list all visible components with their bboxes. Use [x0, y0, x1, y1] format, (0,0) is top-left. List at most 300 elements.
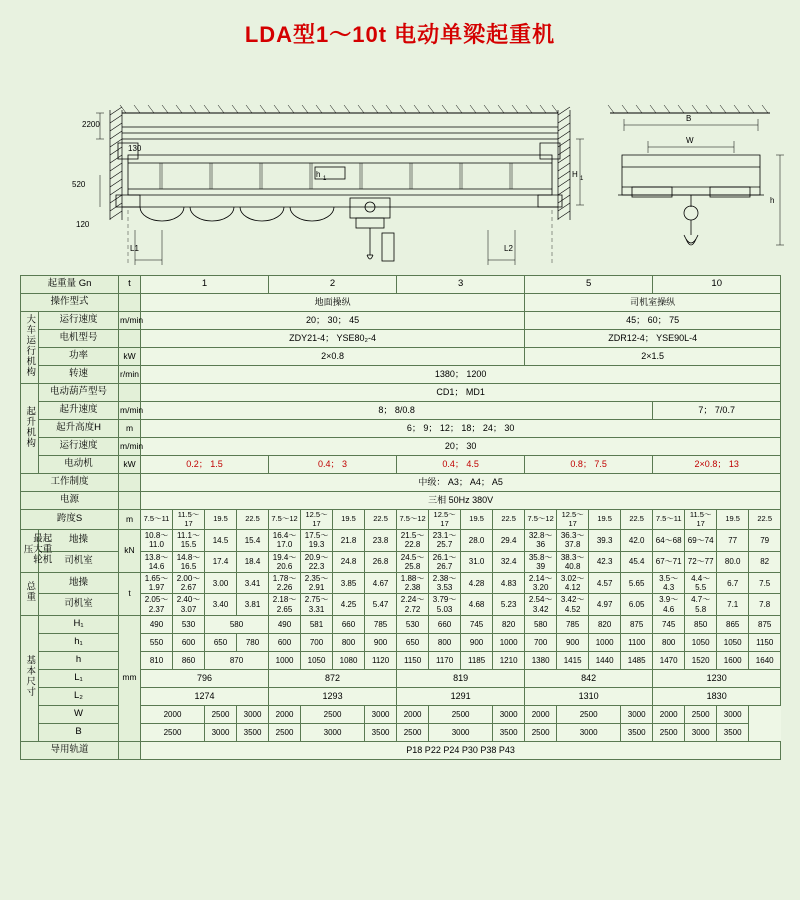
table-row-motor-model	[21, 330, 781, 348]
L1-3: 842	[525, 669, 653, 687]
row-unit-capacity: t	[119, 276, 141, 294]
row-label-hoist-motor: 电动机	[39, 456, 119, 474]
row-unit-duty	[119, 474, 141, 492]
tw-c-2: 3.40	[205, 594, 237, 615]
cap-2: 2	[269, 276, 397, 294]
H1-7: 530	[397, 615, 429, 633]
tw-c-10: 4.68	[461, 594, 493, 615]
span-19: 22.5	[749, 510, 781, 530]
h1-16: 800	[653, 633, 685, 651]
W-12: 2000	[653, 705, 685, 723]
wp-g-3: 15.4	[237, 530, 269, 551]
table-row-wheel-pressure-ground	[21, 530, 781, 551]
h-18: 1640	[749, 651, 781, 669]
cap-3: 3	[397, 276, 525, 294]
W-4: 2500	[301, 705, 365, 723]
tw-c-0: 2.05～2.37	[141, 594, 173, 615]
tw-g-8: 1.88～2.38	[397, 573, 429, 594]
travel-speed-cabin: 45； 60； 75	[525, 312, 781, 330]
h-14: 1485	[621, 651, 653, 669]
h-5: 1080	[333, 651, 365, 669]
W-3: 2000	[269, 705, 301, 723]
H1-10: 820	[493, 615, 525, 633]
tw-g-0: 1.65～1.97	[141, 573, 173, 594]
h-17: 1600	[717, 651, 749, 669]
span-10: 19.5	[461, 510, 493, 530]
B-5: 3500	[365, 723, 397, 741]
tw-c-11: 5.23	[493, 594, 525, 615]
row-label-L1: L₁	[39, 669, 119, 687]
row-unit-hoist-motor: kW	[119, 456, 141, 474]
dim-520: 520	[72, 180, 86, 189]
dim-h: h	[770, 196, 775, 205]
dim-W: W	[686, 136, 694, 145]
table-row-capacity	[21, 276, 781, 294]
wp-c-1: 14.8～16.5	[173, 551, 205, 572]
h1-15: 1100	[621, 633, 653, 651]
row-label-tw-cabin: 司机室	[39, 594, 119, 615]
row-unit-lift-speed: m/min	[119, 402, 141, 420]
table-row-hoist-model	[21, 384, 781, 402]
wp-g-9: 23.1～25.7	[429, 530, 461, 551]
tw-g-2: 3.00	[205, 573, 237, 594]
h-7: 1150	[397, 651, 429, 669]
tw-c-8: 2.24～2.72	[397, 594, 429, 615]
H1-12: 785	[557, 615, 589, 633]
wp-c-15: 45.4	[621, 551, 653, 572]
tw-c-18: 7.1	[717, 594, 749, 615]
control-ground: 地面操纵	[141, 294, 525, 312]
row-label-lift-speed: 起升速度	[39, 402, 119, 420]
table-row-travel-speed	[21, 312, 781, 330]
tw-c-1: 2.40～3.07	[173, 594, 205, 615]
h-8: 1170	[429, 651, 461, 669]
H1-3: 490	[269, 615, 301, 633]
h1-19: 1150	[749, 633, 781, 651]
wp-g-5: 17.5～19.3	[301, 530, 333, 551]
L1-2: 819	[397, 669, 525, 687]
row-unit-dimensions: mm	[119, 615, 141, 741]
B-6: 2500	[397, 723, 429, 741]
row-label-hoist-model: 电动葫芦型号	[39, 384, 119, 402]
wp-c-19: 82	[749, 551, 781, 572]
h1-13: 900	[557, 633, 589, 651]
wp-g-16: 64～68	[653, 530, 685, 551]
row-label-duty: 工作制度	[21, 474, 119, 492]
span-11: 22.5	[493, 510, 525, 530]
control-cabin: 司机室操纵	[525, 294, 781, 312]
tw-c-15: 6.05	[621, 594, 653, 615]
h-4: 1050	[301, 651, 333, 669]
tw-g-11: 4.83	[493, 573, 525, 594]
table-row-trolley-speed	[21, 438, 781, 456]
W-7: 2500	[429, 705, 493, 723]
cap-5: 5	[525, 276, 653, 294]
row-label-power-supply: 电源	[21, 492, 119, 510]
dim-2200: 2200	[82, 120, 100, 129]
B-1: 3000	[205, 723, 237, 741]
row-label-h1: h₁	[39, 633, 119, 651]
wp-g-15: 42.0	[621, 530, 653, 551]
H1-8: 660	[429, 615, 461, 633]
dim-h1: h	[316, 170, 321, 179]
page-title: LDA型1～10t 电动单梁起重机	[244, 22, 556, 47]
wp-g-14: 39.3	[589, 530, 621, 551]
h-0: 810	[141, 651, 173, 669]
group-label-total-weight: 总重	[21, 573, 39, 616]
W-9: 2000	[525, 705, 557, 723]
H1-0: 490	[141, 615, 173, 633]
lift-height-value: 6； 9； 12； 18； 24； 30	[141, 420, 781, 438]
motor-model-cabin: ZDR12-4； YSE90L-4	[525, 330, 781, 348]
group-label-dimensions: 基本尺寸	[21, 615, 39, 741]
row-label-wp-cabin: 司机室	[39, 551, 119, 572]
H1-4: 581	[301, 615, 333, 633]
span-15: 22.5	[621, 510, 653, 530]
table-row-duty	[21, 474, 781, 492]
dim-L1: L1	[130, 244, 139, 253]
W-1: 2500	[205, 705, 237, 723]
table-row-span	[21, 510, 781, 530]
H1-15: 745	[653, 615, 685, 633]
W-0: 2000	[141, 705, 205, 723]
span-3: 22.5	[237, 510, 269, 530]
tw-c-13: 3.42～4.52	[557, 594, 589, 615]
h-9: 1185	[461, 651, 493, 669]
H1-2: 580	[205, 615, 269, 633]
h-6: 1120	[365, 651, 397, 669]
wp-g-11: 29.4	[493, 530, 525, 551]
hoist-motor-10: 2×0.8； 13	[653, 456, 781, 474]
h1-8: 650	[397, 633, 429, 651]
h-2: 870	[205, 651, 269, 669]
h1-14: 1000	[589, 633, 621, 651]
L1-4: 1230	[653, 669, 781, 687]
tw-g-12: 2.14～3.20	[525, 573, 557, 594]
H1-1: 530	[173, 615, 205, 633]
wp-g-6: 21.8	[333, 530, 365, 551]
wp-g-19: 79	[749, 530, 781, 551]
table-row-power	[21, 348, 781, 366]
cap-1: 1	[141, 276, 269, 294]
span-17: 11.5～17	[685, 510, 717, 530]
dim-120: 120	[76, 220, 90, 229]
row-label-H1: H₁	[39, 615, 119, 633]
tw-g-4: 1.78～2.26	[269, 573, 301, 594]
tw-c-12: 2.54～3.42	[525, 594, 557, 615]
B-4: 3000	[301, 723, 365, 741]
tw-g-14: 4.57	[589, 573, 621, 594]
h-13: 1440	[589, 651, 621, 669]
row-unit-rpm: r/min	[119, 366, 141, 384]
h1-18: 1050	[717, 633, 749, 651]
row-unit-rail	[119, 741, 141, 759]
h1-10: 900	[461, 633, 493, 651]
dim-H1-sub: 1	[580, 176, 584, 182]
span-6: 19.5	[333, 510, 365, 530]
row-label-W: W	[39, 705, 119, 723]
L2-0: 1274	[141, 687, 269, 705]
row-label-tw-ground: 地操	[39, 573, 119, 594]
row-unit-span: m	[119, 510, 141, 530]
technical-drawing	[10, 55, 790, 265]
h1-7: 900	[365, 633, 397, 651]
W-14: 3000	[717, 705, 749, 723]
dim-H1: H	[572, 170, 578, 179]
row-label-B: B	[39, 723, 119, 741]
wp-g-7: 23.8	[365, 530, 397, 551]
power-cabin: 2×1.5	[525, 348, 781, 366]
L2-3: 1310	[525, 687, 653, 705]
B-0: 2500	[141, 723, 205, 741]
dim-B: B	[686, 114, 692, 123]
H1-11: 580	[525, 615, 557, 633]
H1-18: 875	[749, 615, 781, 633]
B-14: 3500	[717, 723, 749, 741]
h-11: 1380	[525, 651, 557, 669]
tw-g-13: 3.02～4.12	[557, 573, 589, 594]
row-unit-lift-height: m	[119, 420, 141, 438]
wp-g-10: 28.0	[461, 530, 493, 551]
wp-g-12: 32.8～36	[525, 530, 557, 551]
lift-speed-a: 8； 8/0.8	[141, 402, 653, 420]
hoist-motor-2: 0.4； 3	[269, 456, 397, 474]
wp-c-17: 72～77	[685, 551, 717, 572]
tw-c-9: 3.79～5.03	[429, 594, 461, 615]
tw-g-1: 2.00～2.67	[173, 573, 205, 594]
tw-g-19: 7.5	[749, 573, 781, 594]
trolley-speed-value: 20； 30	[141, 438, 781, 456]
wp-c-14: 42.3	[589, 551, 621, 572]
dim-L2: L2	[504, 244, 513, 253]
row-label-lift-height: 起升高度H	[39, 420, 119, 438]
H1-13: 820	[589, 615, 621, 633]
W-8: 3000	[493, 705, 525, 723]
span-0: 7.5～11	[141, 510, 173, 530]
wp-c-16: 67～71	[653, 551, 685, 572]
rail-value: P18 P22 P24 P30 P38 P43	[141, 741, 781, 759]
wp-c-9: 26.1～26.7	[429, 551, 461, 572]
motor-model-ground: ZDY21-4； YSE80₂-4	[141, 330, 525, 348]
tw-c-14: 4.97	[589, 594, 621, 615]
row-label-motor-model: 电机型号	[39, 330, 119, 348]
wp-g-4: 16.4～17.0	[269, 530, 301, 551]
h1-17: 1050	[685, 633, 717, 651]
h1-2: 650	[205, 633, 237, 651]
h1-9: 800	[429, 633, 461, 651]
tw-g-7: 4.67	[365, 573, 397, 594]
span-5: 12.5～17	[301, 510, 333, 530]
H1-5: 660	[333, 615, 365, 633]
wp-c-2: 17.4	[205, 551, 237, 572]
row-label-control: 操作型式	[21, 294, 119, 312]
row-unit-power-supply	[119, 492, 141, 510]
wp-g-2: 14.5	[205, 530, 237, 551]
wp-c-3: 18.4	[237, 551, 269, 572]
row-label-travel-speed: 运行速度	[39, 312, 119, 330]
W-11: 3000	[621, 705, 653, 723]
B-12: 2500	[653, 723, 685, 741]
h1-5: 700	[301, 633, 333, 651]
group-label-bridge: 大车运行机构	[21, 312, 39, 384]
wp-g-18: 77	[717, 530, 749, 551]
row-label-wp-ground: 地操	[39, 530, 119, 551]
table-row-hoist-motor	[21, 456, 781, 474]
L2-2: 1291	[397, 687, 525, 705]
wp-c-8: 24.5～25.8	[397, 551, 429, 572]
wp-c-11: 32.4	[493, 551, 525, 572]
span-16: 7.5～11	[653, 510, 685, 530]
span-13: 12.5～17	[557, 510, 589, 530]
tw-g-3: 3.41	[237, 573, 269, 594]
h-16: 1520	[685, 651, 717, 669]
row-label-L2: L₂	[39, 687, 119, 705]
table-row-lift-speed	[21, 402, 781, 420]
H1-14: 875	[621, 615, 653, 633]
L2-1: 1293	[269, 687, 397, 705]
h-12: 1415	[557, 651, 589, 669]
duty-value: 中级： A3； A4； A5	[141, 474, 781, 492]
B-9: 2500	[525, 723, 557, 741]
table-row-rpm	[21, 366, 781, 384]
H1-6: 785	[365, 615, 397, 633]
tw-c-7: 5.47	[365, 594, 397, 615]
tw-g-15: 5.65	[621, 573, 653, 594]
specification-table	[20, 275, 780, 760]
W-10: 2500	[557, 705, 621, 723]
wp-g-1: 11.1～15.5	[173, 530, 205, 551]
row-label-power: 功率	[39, 348, 119, 366]
row-unit-control	[119, 294, 141, 312]
wp-c-13: 38.3～40.8	[557, 551, 589, 572]
L1-0: 796	[141, 669, 269, 687]
wp-c-12: 35.8～39	[525, 551, 557, 572]
B-8: 3500	[493, 723, 525, 741]
hoist-motor-3: 0.4； 4.5	[397, 456, 525, 474]
row-unit-hoist-model	[119, 384, 141, 402]
row-label-trolley-speed: 运行速度	[39, 438, 119, 456]
tw-c-17: 4.7～5.8	[685, 594, 717, 615]
table-row-lift-height	[21, 420, 781, 438]
tw-g-10: 4.28	[461, 573, 493, 594]
power-ground: 2×0.8	[141, 348, 525, 366]
row-label-span: 跨度S	[21, 510, 119, 530]
h1-6: 800	[333, 633, 365, 651]
tw-c-3: 3.81	[237, 594, 269, 615]
tw-g-9: 2.38～3.53	[429, 573, 461, 594]
B-11: 3500	[621, 723, 653, 741]
table-row-total-weight-ground	[21, 573, 781, 594]
wp-g-17: 69～74	[685, 530, 717, 551]
h1-4: 600	[269, 633, 301, 651]
wp-g-0: 10.8～11.0	[141, 530, 173, 551]
wp-g-13: 36.3～37.8	[557, 530, 589, 551]
row-label-capacity: 起重量 Gn	[21, 276, 119, 294]
tw-g-6: 3.85	[333, 573, 365, 594]
h-1: 860	[173, 651, 205, 669]
wp-c-10: 31.0	[461, 551, 493, 572]
h-15: 1470	[653, 651, 685, 669]
W-5: 3000	[365, 705, 397, 723]
h1-0: 550	[141, 633, 173, 651]
tw-c-6: 4.25	[333, 594, 365, 615]
row-unit-power: kW	[119, 348, 141, 366]
h-10: 1210	[493, 651, 525, 669]
span-4: 7.5～12	[269, 510, 301, 530]
wp-c-18: 80.0	[717, 551, 749, 572]
travel-speed-ground: 20； 30； 45	[141, 312, 525, 330]
tw-c-16: 3.9～4.6	[653, 594, 685, 615]
B-13: 3000	[685, 723, 717, 741]
wp-g-8: 21.5～22.8	[397, 530, 429, 551]
h1-3: 780	[237, 633, 269, 651]
tw-g-17: 4.4～5.5	[685, 573, 717, 594]
span-12: 7.5～12	[525, 510, 557, 530]
tw-g-5: 2.35～2.91	[301, 573, 333, 594]
h-3: 1000	[269, 651, 301, 669]
h1-1: 600	[173, 633, 205, 651]
span-9: 12.5～17	[429, 510, 461, 530]
W-13: 2500	[685, 705, 717, 723]
span-8: 7.5～12	[397, 510, 429, 530]
group-label-wheel-pressure: 起重机最大轮压	[21, 530, 39, 573]
tw-c-19: 7.8	[749, 594, 781, 615]
span-1: 11.5～17	[173, 510, 205, 530]
row-label-h: h	[39, 651, 119, 669]
tw-g-16: 3.5～4.3	[653, 573, 685, 594]
dim-h1-sub: 1	[323, 176, 327, 182]
wp-c-7: 26.8	[365, 551, 397, 572]
row-unit-travel-speed: m/min	[119, 312, 141, 330]
wp-c-0: 13.8～14.6	[141, 551, 173, 572]
wp-c-6: 24.8	[333, 551, 365, 572]
h1-12: 700	[525, 633, 557, 651]
wp-c-5: 20.9～22.3	[301, 551, 333, 572]
table-row-rail	[21, 741, 781, 759]
span-18: 19.5	[717, 510, 749, 530]
tw-c-4: 2.18～2.65	[269, 594, 301, 615]
W-6: 2000	[397, 705, 429, 723]
B-2: 3500	[237, 723, 269, 741]
hoist-model-value: CD1； MD1	[141, 384, 781, 402]
table-row-dim-H1	[21, 615, 781, 633]
hoist-motor-1: 0.2； 1.5	[141, 456, 269, 474]
B-10: 3000	[557, 723, 621, 741]
lift-speed-b: 7； 7/0.7	[653, 402, 781, 420]
row-label-rail: 导用轨道	[21, 741, 119, 759]
rpm-value: 1380； 1200	[141, 366, 781, 384]
span-14: 19.5	[589, 510, 621, 530]
W-2: 3000	[237, 705, 269, 723]
wp-c-4: 19.4～20.6	[269, 551, 301, 572]
H1-9: 745	[461, 615, 493, 633]
dim-130: 130	[128, 144, 142, 153]
L1-1: 872	[269, 669, 397, 687]
row-unit-trolley-speed: m/min	[119, 438, 141, 456]
row-label-rpm: 转速	[39, 366, 119, 384]
power-supply-value: 三相 50Hz 380V	[141, 492, 781, 510]
row-unit-wheel-pressure: kN	[119, 530, 141, 573]
B-7: 3000	[429, 723, 493, 741]
span-2: 19.5	[205, 510, 237, 530]
row-unit-total-weight: t	[119, 573, 141, 616]
group-label-hoist: 起升机构	[21, 384, 39, 474]
B-3: 2500	[269, 723, 301, 741]
span-7: 22.5	[365, 510, 397, 530]
table-row-control-type	[21, 294, 781, 312]
cap-10: 10	[653, 276, 781, 294]
H1-16: 850	[685, 615, 717, 633]
